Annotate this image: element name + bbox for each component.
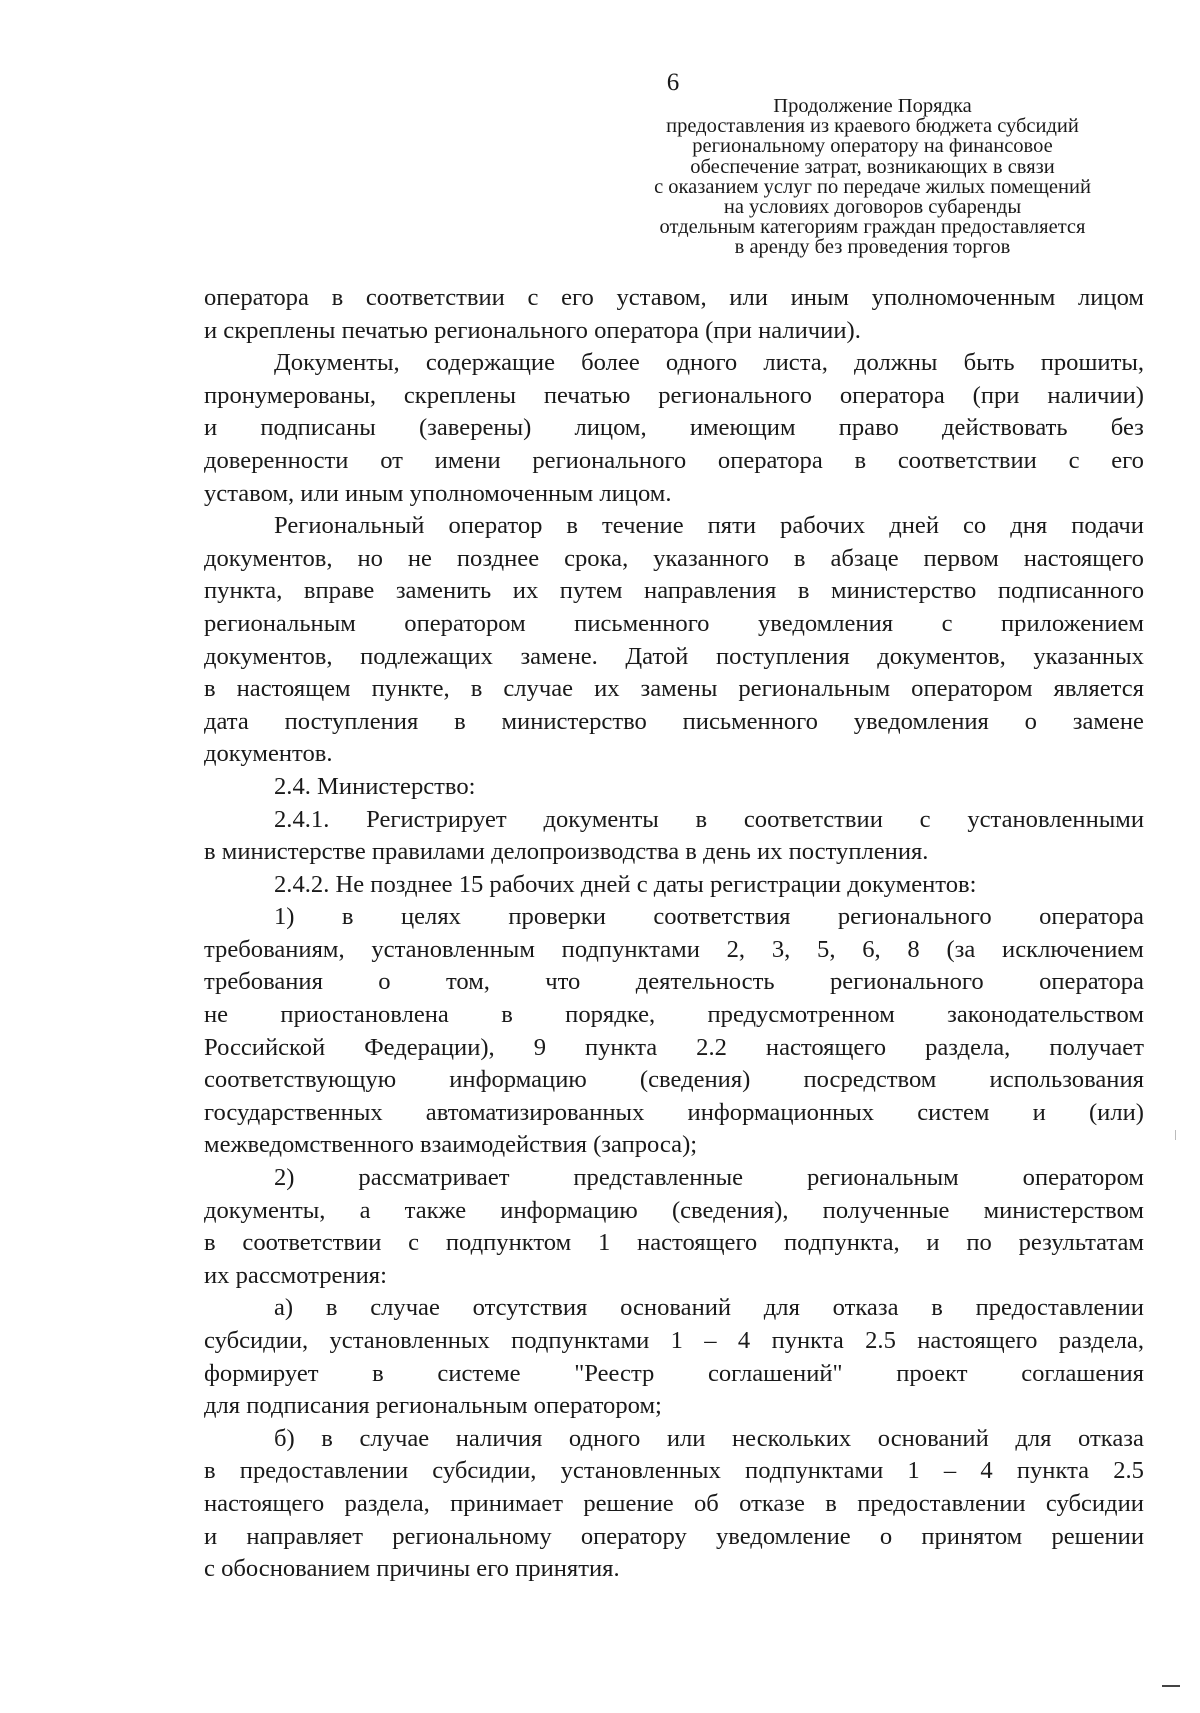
paragraph xyxy=(204,1292,1144,1422)
text-line: с обоснованием причины его принятия. xyxy=(204,1555,620,1583)
text-line: 2.4. Министерство: xyxy=(274,772,476,800)
text-line: уставом, или иным уполномоченным лицом. xyxy=(204,479,672,507)
header-line: региональному оператору на финансовое xyxy=(692,135,1053,158)
text-line: субсидии, установленных подпунктами 1 – 4 пункта 2.5 настоящего раздела, xyxy=(204,1327,1144,1354)
text-line: пронумерованы, скреплены печатью регионального оператора (при наличии) xyxy=(204,381,1144,409)
text-line: дата поступления в министерство письменного уведомления о замене xyxy=(204,707,1144,735)
paragraph xyxy=(204,282,1144,347)
header-line: Продолжение Порядка xyxy=(773,95,972,117)
text-line: требования о том, что деятельность регионального оператора xyxy=(204,968,1144,996)
paragraph xyxy=(204,1423,1144,1586)
text-line: формирует в системе "Реестр соглашений" проект соглашения xyxy=(204,1359,1144,1387)
text-line: документов, подлежащих замене. Датой поступления документов, указанных xyxy=(204,642,1144,670)
text-line: Российской Федерации), 9 пункта 2.2 настоящего раздела, получает xyxy=(204,1033,1144,1061)
text-line: 1) в целях проверки соответствия регионального оператора xyxy=(274,903,1144,931)
header-line: в аренду без проведения торгов xyxy=(734,236,1011,259)
text-line: а) в случае отсутствия оснований для отказа в предоставлении xyxy=(274,1294,1144,1322)
document-body xyxy=(204,282,1144,1586)
text-line: межведомственного взаимодействия (запроса); xyxy=(204,1131,698,1159)
text-line: и направляет региональному оператору уведомление о принятом решении xyxy=(204,1522,1144,1550)
page-number: 6 xyxy=(666,69,680,96)
text-line: в министерстве правилами делопроизводства в день их поступления. xyxy=(204,838,929,866)
text-line: не приостановлена в порядке, предусмотренном законодательством xyxy=(204,1001,1144,1029)
header-line: на условиях договоров субаренды xyxy=(723,196,1022,219)
text-line: и подписаны (заверены) лицом, имеющим право действовать без xyxy=(204,414,1144,442)
text-line: пункта, вправе заменить их путем направления в министерство подписанного xyxy=(204,577,1144,605)
text-line: документов. xyxy=(204,740,333,768)
text-line: 2) рассматривает представленные региональным оператором xyxy=(274,1164,1144,1192)
paragraph xyxy=(204,347,1144,510)
scan-artifact xyxy=(1175,1130,1176,1140)
text-line: 2.4.1. Регистрирует документы в соответствии с установленными xyxy=(274,805,1144,833)
header-line: с оказанием услуг по передаче жилых помещений xyxy=(654,175,1091,198)
text-line: региональным оператором письменного уведомления с приложением xyxy=(204,609,1144,637)
text-line: в предоставлении субсидии, установленных подпунктами 1 – 4 пункта 2.5 xyxy=(204,1457,1144,1485)
text-line: их рассмотрения: xyxy=(204,1261,387,1289)
paragraph xyxy=(204,1162,1144,1292)
text-line: в соответствии с подпунктом 1 настоящего подпункта, и по результатам xyxy=(204,1229,1144,1257)
text-line: оператора в соответствии с его уставом, или иным уполномоченным лицом xyxy=(204,284,1144,311)
header-line: предоставления из краевого бюджета субсидий xyxy=(666,115,1079,138)
text-line: б) в случае наличия одного или нескольких оснований для отказа xyxy=(274,1424,1144,1452)
text-line: Документы, содержащие более одного листа, должны быть прошиты, xyxy=(274,349,1144,377)
paragraph xyxy=(204,901,1144,1162)
text-line: документы, а также информацию (сведения), полученные министерством xyxy=(204,1196,1144,1224)
text-line: требованиям, установленным подпунктами 2, 3, 5, 6, 8 (за исключением xyxy=(204,935,1144,963)
header-line: обеспечение затрат, возникающих в связи xyxy=(690,155,1055,178)
paragraph xyxy=(204,804,1144,869)
text-line: настоящего раздела, принимает решение об отказе в предоставлении субсидии xyxy=(204,1489,1144,1517)
document-header xyxy=(600,96,1145,258)
text-line: и скреплены печатью регионального оператора (при наличии). xyxy=(204,316,861,344)
text-line: 2.4.2. Не позднее 15 рабочих дней с даты регистрации документов: xyxy=(274,870,977,898)
header-line: отдельным категориям граждан предоставляется xyxy=(659,216,1086,239)
text-line: доверенности от имени регионального оператора в соответствии с его xyxy=(204,446,1144,474)
text-line: государственных автоматизированных информационных систем и (или) xyxy=(204,1098,1144,1126)
paragraph xyxy=(204,869,1144,902)
text-line: документов, но не позднее срока, указанного в абзаце первом настоящего xyxy=(204,544,1144,572)
paragraph xyxy=(204,510,1144,771)
paragraph xyxy=(204,771,1144,804)
scan-artifact xyxy=(1162,1685,1180,1687)
text-line: в настоящем пункте, в случае их замены региональным оператором является xyxy=(204,675,1144,703)
text-line: для подписания региональным оператором; xyxy=(204,1392,662,1420)
text-line: Региональный оператор в течение пяти рабочих дней со дня подачи xyxy=(274,512,1144,540)
text-line: соответствующую информацию (сведения) посредством использования xyxy=(204,1066,1144,1094)
